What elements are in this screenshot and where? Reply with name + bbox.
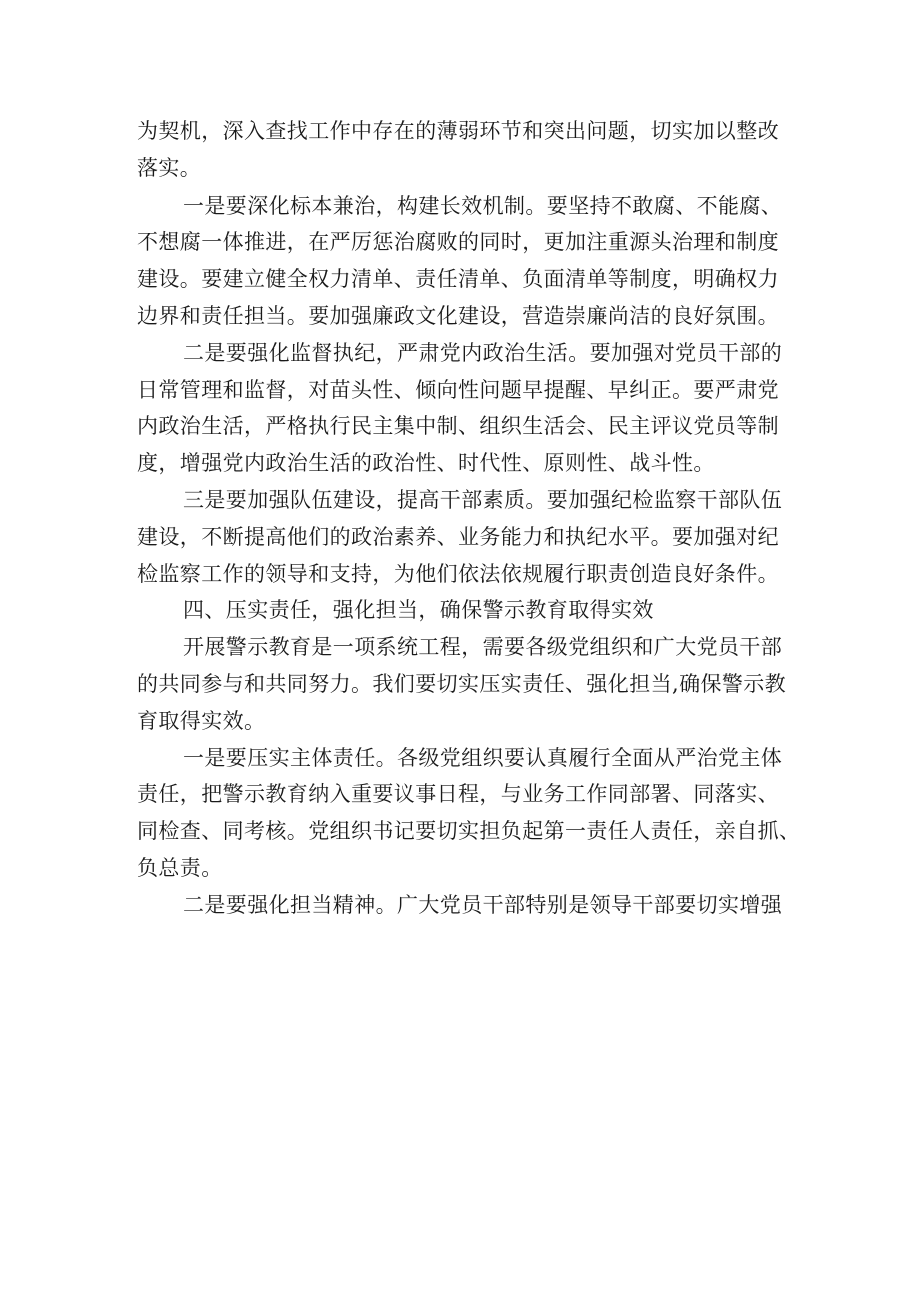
text-line: 育取得实效。 xyxy=(137,708,266,733)
text-line: 一是要深化标本兼治，构建长效机制。要坚持不敢腐、不能腐、 xyxy=(183,193,783,218)
text-line: 责任，把警示教育纳入重要议事日程，与业务工作同部署、同落实、 xyxy=(137,782,779,807)
text-line: 落实。 xyxy=(137,155,202,180)
document-body xyxy=(137,113,801,924)
text-line: 日常管理和监督，对苗头性、倾向性问题早提醒、早纠正。要严肃党 xyxy=(137,377,779,402)
text-line: 开展警示教育是一项系统工程，需要各级党组织和广大党员干部 xyxy=(183,635,783,660)
text-line: 负总责。 xyxy=(137,855,223,880)
text-line: 一是要压实主体责任。各级党组织要认真履行全面从严治党主体 xyxy=(183,745,783,770)
section-heading: 四、压实责任，强化担当，确保警示教育取得实效 xyxy=(183,598,654,623)
text-line: 为契机，深入查找工作中存在的薄弱环节和突出问题，切实加以整改 xyxy=(137,119,779,143)
text-line: 二是要强化监督执纪，严肃党内政治生活。要加强对党员干部的 xyxy=(183,340,783,365)
text-line: 检监察工作的领导和支持，为他们依法依规履行职责创造良好条件。 xyxy=(137,561,779,586)
text-line: 同检查、同考核。党组织书记要切实担负起第一责任人责任，亲自抓、 xyxy=(137,819,801,844)
text-line: 不想腐一体推进，在严厉惩治腐败的同时，更加注重源头治理和制度 xyxy=(137,230,779,255)
text-line: 度，增强党内政治生活的政治性、时代性、原则性、战斗性。 xyxy=(137,451,715,476)
text-line: 建设。要建立健全权力清单、责任清单、负面清单等制度，明确权力 xyxy=(137,267,779,292)
text-line: 的共同参与和共同努力。我们要切实压实责任、强化担当,确保警示教 xyxy=(137,671,787,696)
text-line: 二是要强化担当精神。广大党员干部特别是领导干部要切实增强 xyxy=(183,892,783,917)
text-line: 建设，不断提高他们的政治素养、业务能力和执纪水平。要加强对纪 xyxy=(137,524,779,549)
text-line: 三是要加强队伍建设，提高干部素质。要加强纪检监察干部队伍 xyxy=(183,487,783,512)
text-line: 边界和责任担当。要加强廉政文化建设，营造崇廉尚洁的良好氛围。 xyxy=(137,303,779,328)
text-line: 内政治生活，严格执行民主集中制、组织生活会、民主评议党员等制 xyxy=(137,414,779,439)
